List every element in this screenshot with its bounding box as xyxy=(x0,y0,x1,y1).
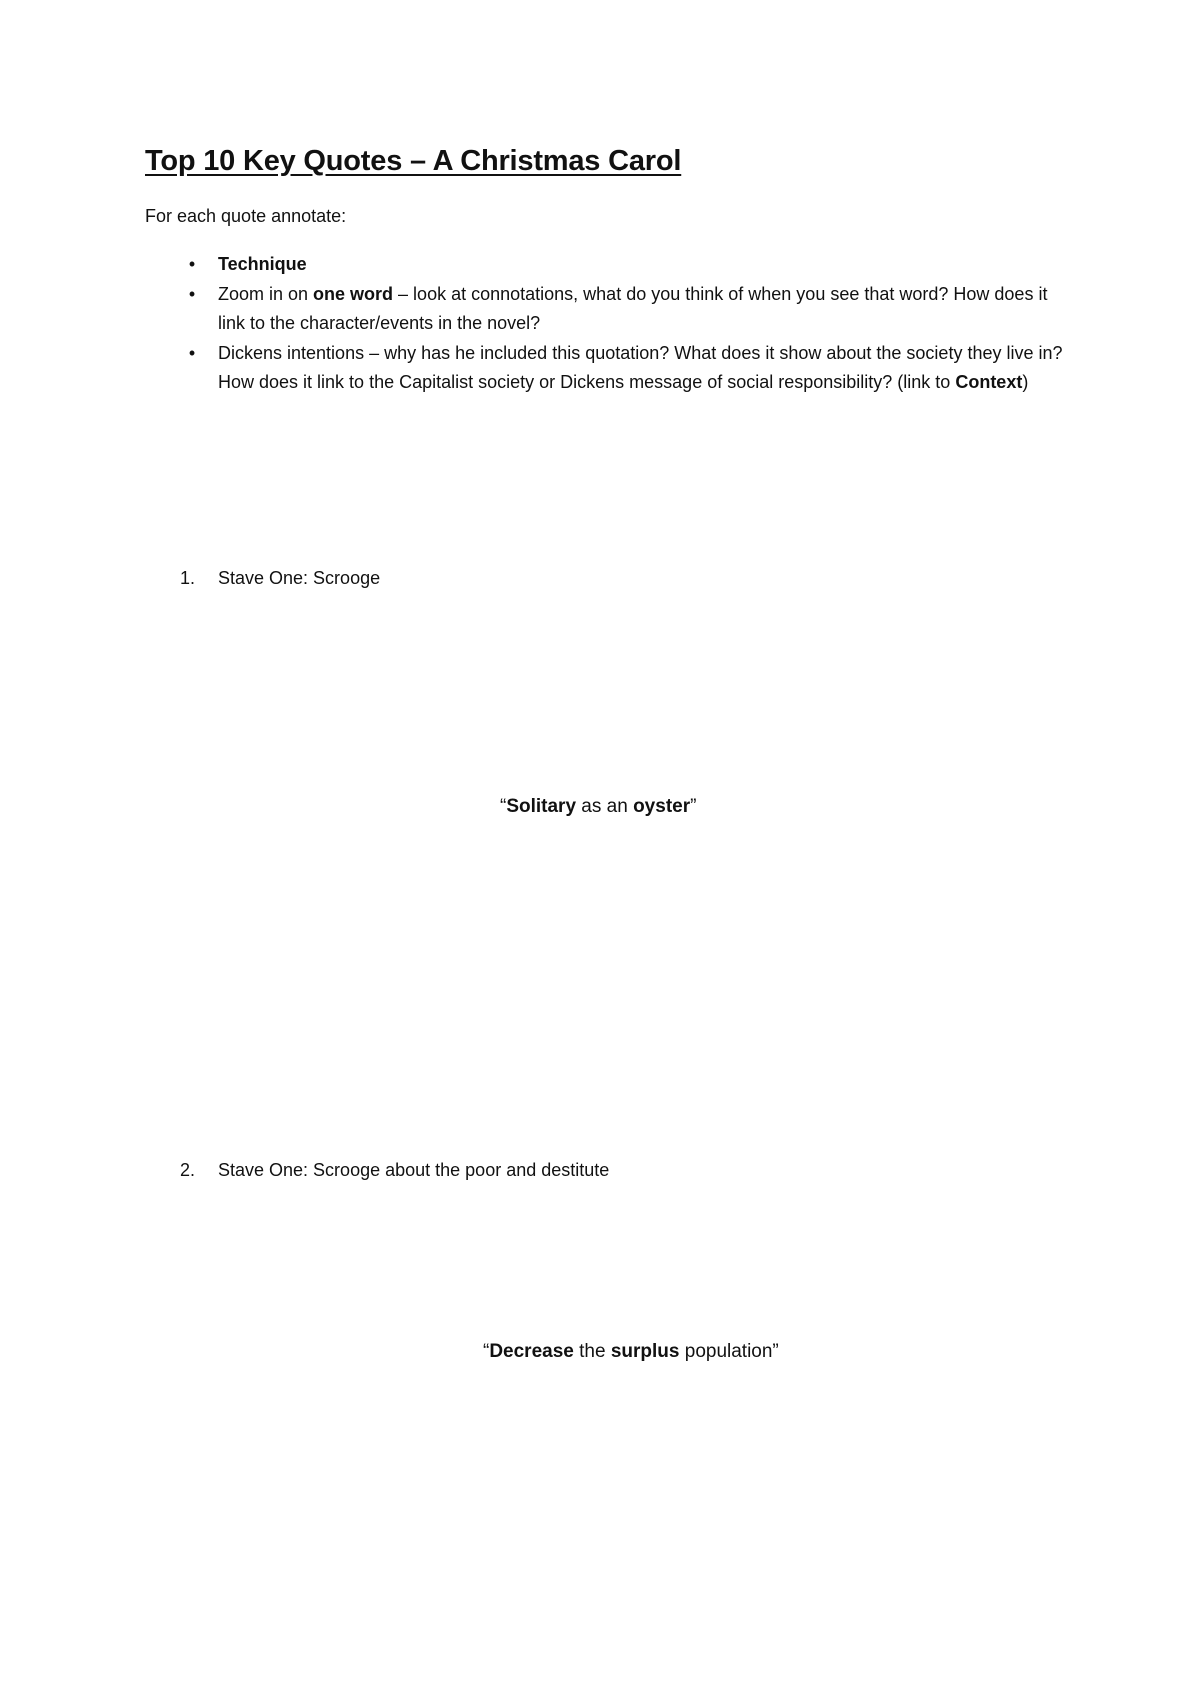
quote-keyword: Decrease xyxy=(489,1341,574,1362)
section-number: 1. xyxy=(180,568,196,588)
annotation-checklist xyxy=(185,250,1065,398)
section-heading-2 xyxy=(180,1160,609,1181)
bullet-text xyxy=(218,343,1063,393)
quote-part: as an xyxy=(576,796,634,817)
bullet-text-bold: Technique xyxy=(218,254,307,274)
bullet-one-word xyxy=(185,280,1065,339)
bullet-dot: • xyxy=(188,342,196,363)
bullet-text-part: ) xyxy=(1022,372,1029,392)
quote-2 xyxy=(483,1341,779,1363)
bullet-text-bold: Context xyxy=(955,372,1023,392)
bullet-text-part: – look at connotations, what do you think of when you see that word? How does it link to the character/events in the novel? xyxy=(218,283,1048,333)
bullet-text xyxy=(218,284,1047,334)
section-heading-1 xyxy=(180,568,380,589)
bullet-technique xyxy=(185,250,1065,280)
quote-part: “ xyxy=(483,1341,490,1362)
bullet-dot: • xyxy=(188,254,196,274)
quote-1 xyxy=(500,796,696,818)
intro-text: For each quote annotate: xyxy=(145,206,347,226)
bullet-dot: • xyxy=(188,283,196,304)
page-title: Top 10 Key Quotes – A Christmas Carol xyxy=(145,145,682,177)
quote-keyword: Solitary xyxy=(506,796,577,817)
section-heading-text: Stave One: Scrooge about the poor and destitute xyxy=(218,1160,610,1180)
quote-part: the xyxy=(573,1341,611,1362)
quote-part: “ xyxy=(500,796,507,817)
section-number: 2. xyxy=(180,1160,196,1180)
bullet-text-part: Dickens intentions – why has he included this quotation? What does it show about the society they live in? How does it link to the Capitalist society or Dickens message of social responsibility? (link to xyxy=(218,342,1063,392)
quote-keyword: surplus xyxy=(610,1341,680,1362)
bullet-text xyxy=(218,254,307,274)
bullet-dickens-intentions xyxy=(185,339,1065,398)
bullet-text-part: Zoom in on xyxy=(218,283,314,304)
quote-part: population” xyxy=(679,1341,779,1362)
quote-part: ” xyxy=(690,796,697,817)
bullet-text-bold: one word xyxy=(313,283,394,304)
section-heading-text: Stave One: Scrooge xyxy=(218,568,381,588)
quote-keyword: oyster xyxy=(633,796,691,817)
